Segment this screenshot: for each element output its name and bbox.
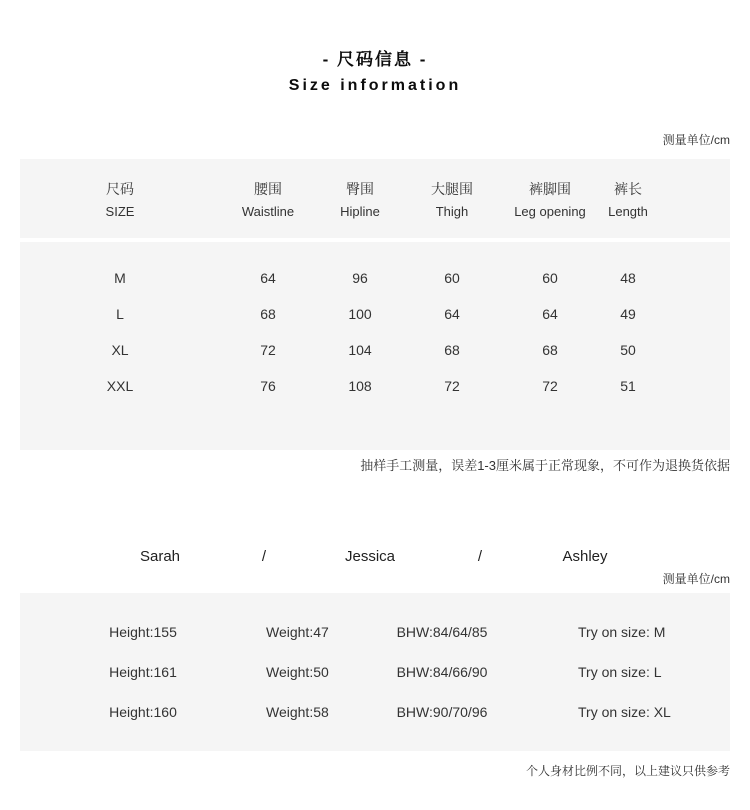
measurement-unit-label-models: 测量单位/cm — [662, 572, 730, 586]
measurement-unit-label-top: 测量单位/cm — [662, 133, 730, 147]
model-names-row — [0, 547, 750, 569]
leg-opening-value: 68 — [542, 342, 558, 358]
model-name: Ashley — [562, 548, 608, 565]
thigh-value: 68 — [444, 342, 460, 358]
table-row — [20, 368, 730, 404]
header-thigh-en: Thigh — [435, 204, 469, 219]
leg-opening-value: 60 — [542, 270, 558, 286]
hipline-value: 104 — [348, 342, 372, 358]
model-bhw: BHW:90/70/96 — [396, 704, 488, 720]
model-tryon-table — [20, 593, 730, 751]
table-row — [20, 332, 730, 368]
waistline-value: 68 — [260, 306, 276, 322]
header-waistline-zh: 腰围 — [254, 181, 282, 197]
model-weight: Weight:50 — [266, 664, 329, 680]
length-value: 49 — [620, 306, 636, 322]
thigh-value: 72 — [444, 378, 460, 394]
header-cell-size — [20, 178, 220, 223]
size-advice-disclaimer: 个人身材比例不同，以上建议只供参考 — [525, 764, 730, 778]
header-thigh-zh: 大腿围 — [431, 181, 473, 197]
model-tryon-size: Try on size: L — [578, 664, 662, 680]
size-value: XXL — [106, 378, 134, 394]
size-value: M — [114, 270, 126, 286]
length-value: 50 — [620, 342, 636, 358]
thigh-value: 64 — [444, 306, 460, 322]
model-height: Height:160 — [109, 704, 177, 720]
model-weight: Weight:47 — [266, 624, 329, 640]
table-row — [20, 612, 730, 652]
table-row — [20, 260, 730, 296]
waistline-value: 64 — [260, 270, 276, 286]
size-table-header — [20, 159, 730, 238]
header-size-zh: 尺码 — [106, 181, 134, 197]
model-weight: Weight:58 — [266, 704, 329, 720]
header-hipline-zh: 臀围 — [346, 181, 374, 197]
leg-opening-value: 64 — [542, 306, 558, 322]
model-name-separator: / — [261, 548, 267, 565]
model-name: Jessica — [344, 548, 396, 565]
hipline-value: 108 — [348, 378, 372, 394]
leg-opening-value: 72 — [542, 378, 558, 394]
hipline-value: 96 — [352, 270, 368, 286]
hipline-value: 100 — [348, 306, 372, 322]
header-cell-hipline — [316, 178, 404, 223]
model-bhw: BHW:84/66/90 — [396, 664, 488, 680]
table-row — [20, 692, 730, 732]
length-value: 48 — [620, 270, 636, 286]
model-bhw: BHW:84/64/85 — [396, 624, 488, 640]
size-table-body — [20, 242, 730, 450]
model-height: Height:161 — [109, 664, 177, 680]
header-leg-opening-en: Leg opening — [514, 204, 586, 219]
header-waistline-en: Waistline — [241, 204, 295, 219]
table-row — [20, 296, 730, 332]
header-hipline-en: Hipline — [340, 204, 380, 219]
header-length-zh: 裤长 — [614, 181, 642, 197]
size-info-title-zh: - 尺码信息 - — [322, 50, 428, 69]
waistline-value: 72 — [260, 342, 276, 358]
thigh-value: 60 — [444, 270, 460, 286]
header-cell-leg-opening — [500, 178, 600, 223]
table-row — [20, 652, 730, 692]
model-tryon-size: Try on size: M — [578, 624, 666, 640]
header-length-en: Length — [608, 204, 648, 219]
model-name: Sarah — [139, 548, 181, 565]
length-value: 51 — [620, 378, 636, 394]
header-cell-waistline — [220, 178, 316, 223]
model-height: Height:155 — [109, 624, 177, 640]
header-cell-thigh — [404, 178, 500, 223]
header-cell-length — [600, 178, 656, 223]
measurement-disclaimer: 抽样手工测量，误差1-3厘米属于正常现象，不可作为退换货依据 — [360, 458, 730, 473]
waistline-value: 76 — [260, 378, 276, 394]
size-value: XL — [111, 342, 129, 358]
model-name-separator: / — [477, 548, 483, 565]
header-leg-opening-zh: 裤脚围 — [529, 181, 571, 197]
header-size-en: SIZE — [105, 204, 135, 219]
model-tryon-size: Try on size: XL — [578, 704, 671, 720]
size-value: L — [116, 306, 124, 322]
size-info-title-en: Size information — [288, 77, 462, 94]
